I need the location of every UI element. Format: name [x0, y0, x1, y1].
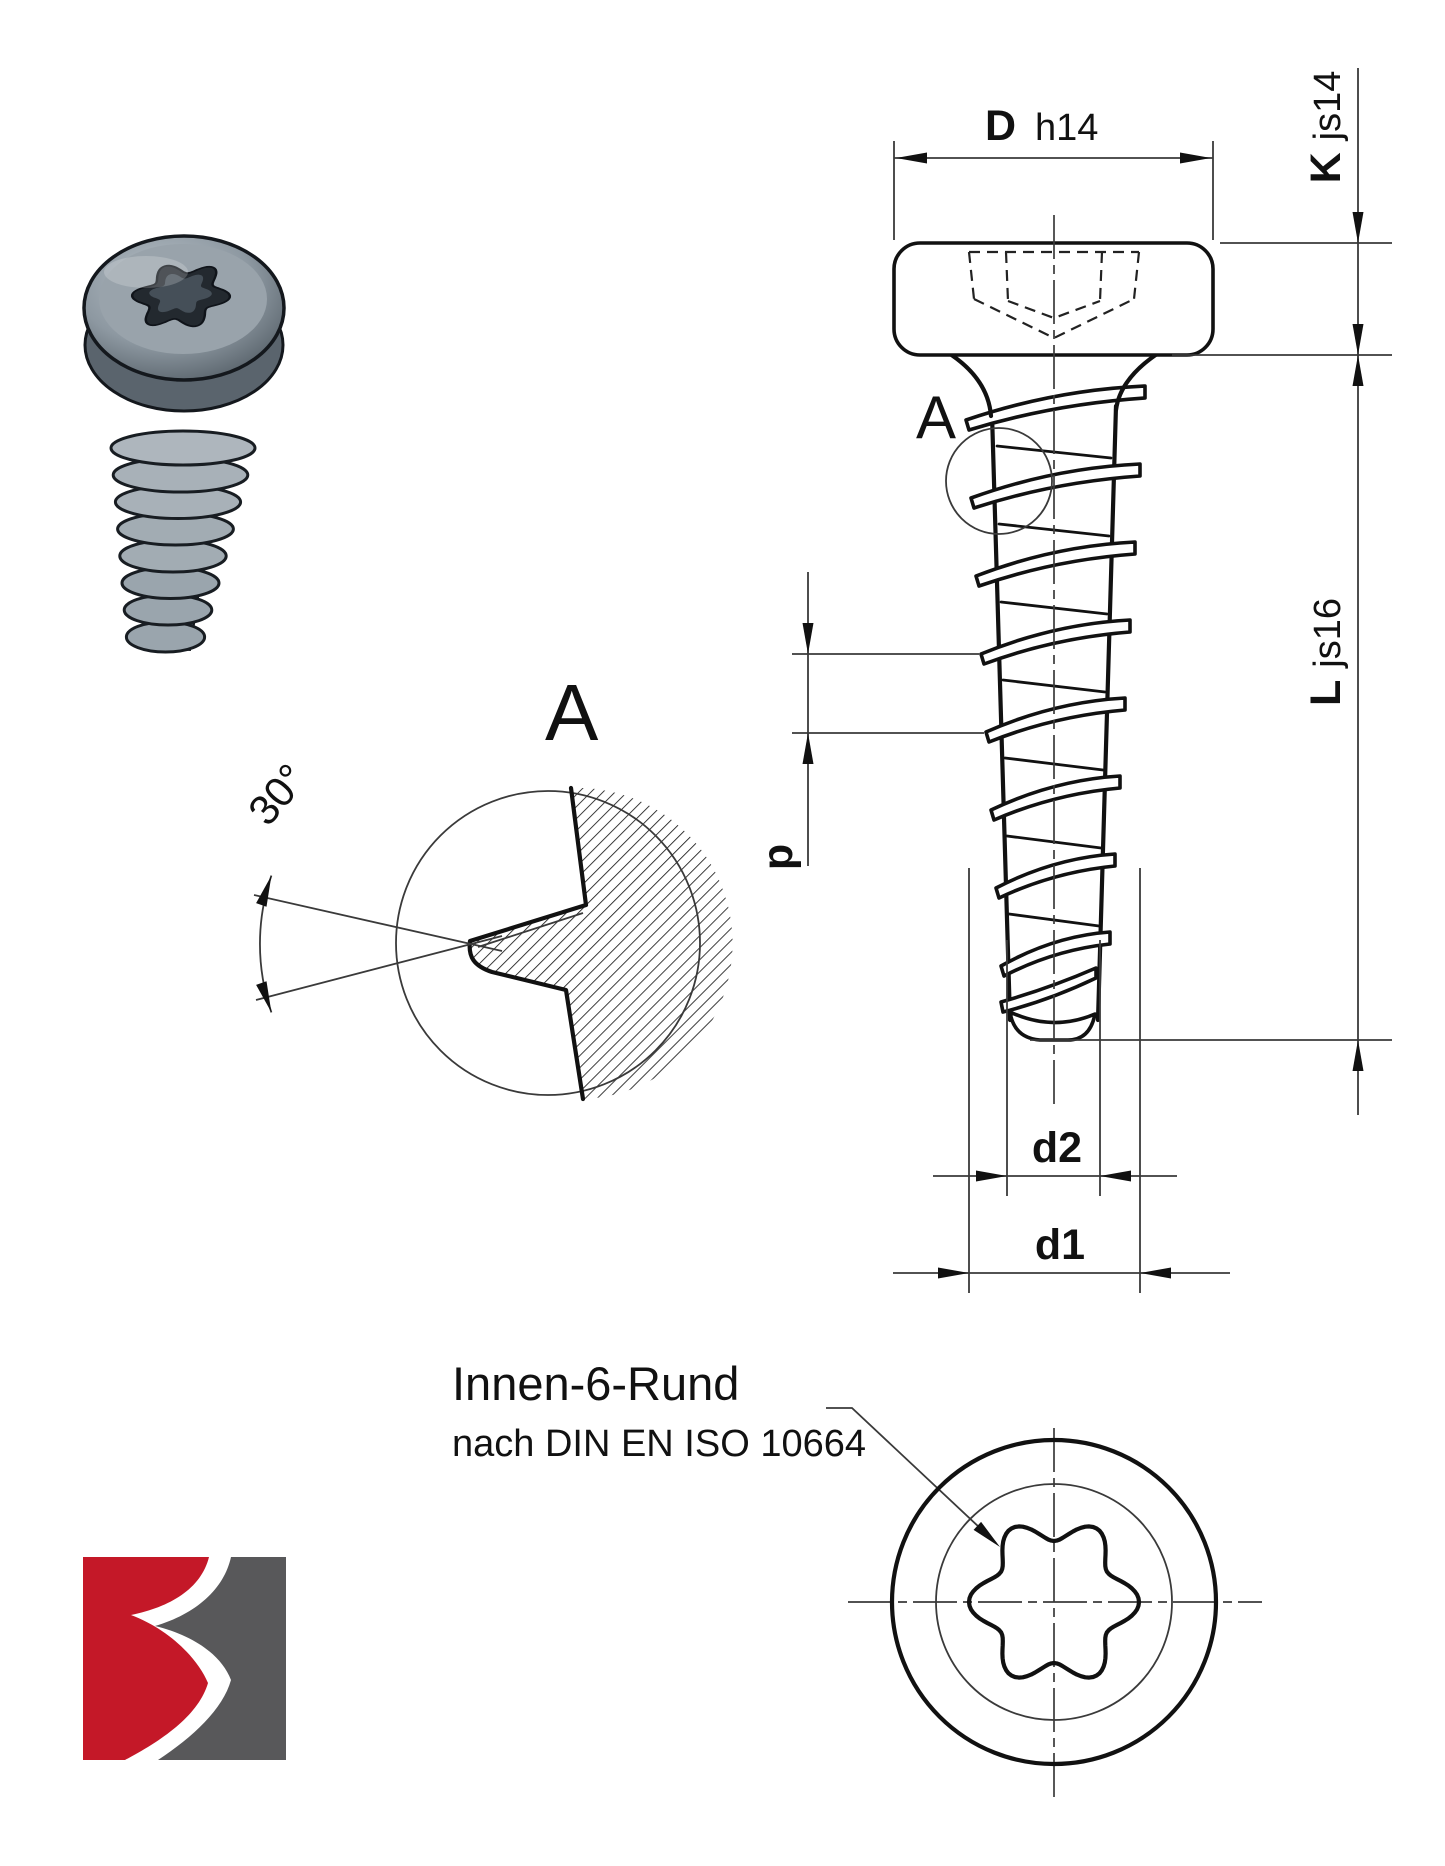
dimension-arrow	[803, 733, 814, 764]
drive-note-line1: Innen-6-Rund	[452, 1357, 740, 1410]
screw-3d-threads	[111, 431, 255, 652]
dimension-arrow	[896, 153, 927, 164]
screw-tip	[1010, 1012, 1095, 1040]
leader-arrow	[974, 1522, 1004, 1551]
drive-note-line2: nach DIN EN ISO 10664	[452, 1423, 866, 1465]
screw-3d-head	[84, 236, 284, 411]
dimension-arrow	[256, 874, 276, 907]
dimension-pitch	[754, 572, 984, 870]
dimension-outer-diameter	[893, 868, 1230, 1293]
dim-tol-D: h14	[1035, 107, 1099, 149]
dim-label-L: Ljs16	[1302, 598, 1350, 706]
drive-note	[452, 1357, 1004, 1551]
dimension-arrow	[938, 1268, 969, 1279]
detail-title: A	[545, 668, 599, 757]
dim-label-d2: d2	[1031, 1124, 1083, 1172]
dimension-arrow	[256, 981, 276, 1014]
detail-view-A	[239, 668, 733, 1099]
hatched-section	[470, 788, 733, 1099]
dim-label-K: Kjs14	[1302, 70, 1350, 184]
detail-marker-label: A	[916, 384, 957, 451]
side-view	[894, 215, 1213, 1105]
screw-3d-render	[84, 236, 284, 652]
dimension-arrow	[1140, 1268, 1171, 1279]
dimension-arrow	[976, 1171, 1007, 1182]
logo	[83, 1557, 286, 1760]
bottom-view	[848, 1428, 1262, 1800]
dimension-arrow	[803, 623, 814, 654]
dim-label-d1: d1	[1034, 1221, 1086, 1269]
dimension-arrow	[1100, 1171, 1131, 1182]
dimension-arrow	[1353, 355, 1364, 386]
dimension-head-height-and-length	[1030, 68, 1392, 1115]
dimension-arrow	[1353, 1040, 1364, 1071]
dimension-arrow	[1180, 153, 1211, 164]
dim-label-p: p	[754, 843, 802, 871]
dim-label-D: D	[985, 102, 1017, 150]
dimension-arrow	[1353, 324, 1364, 355]
angle-label: 30°	[238, 754, 316, 834]
dimension-arrow	[1353, 212, 1364, 243]
